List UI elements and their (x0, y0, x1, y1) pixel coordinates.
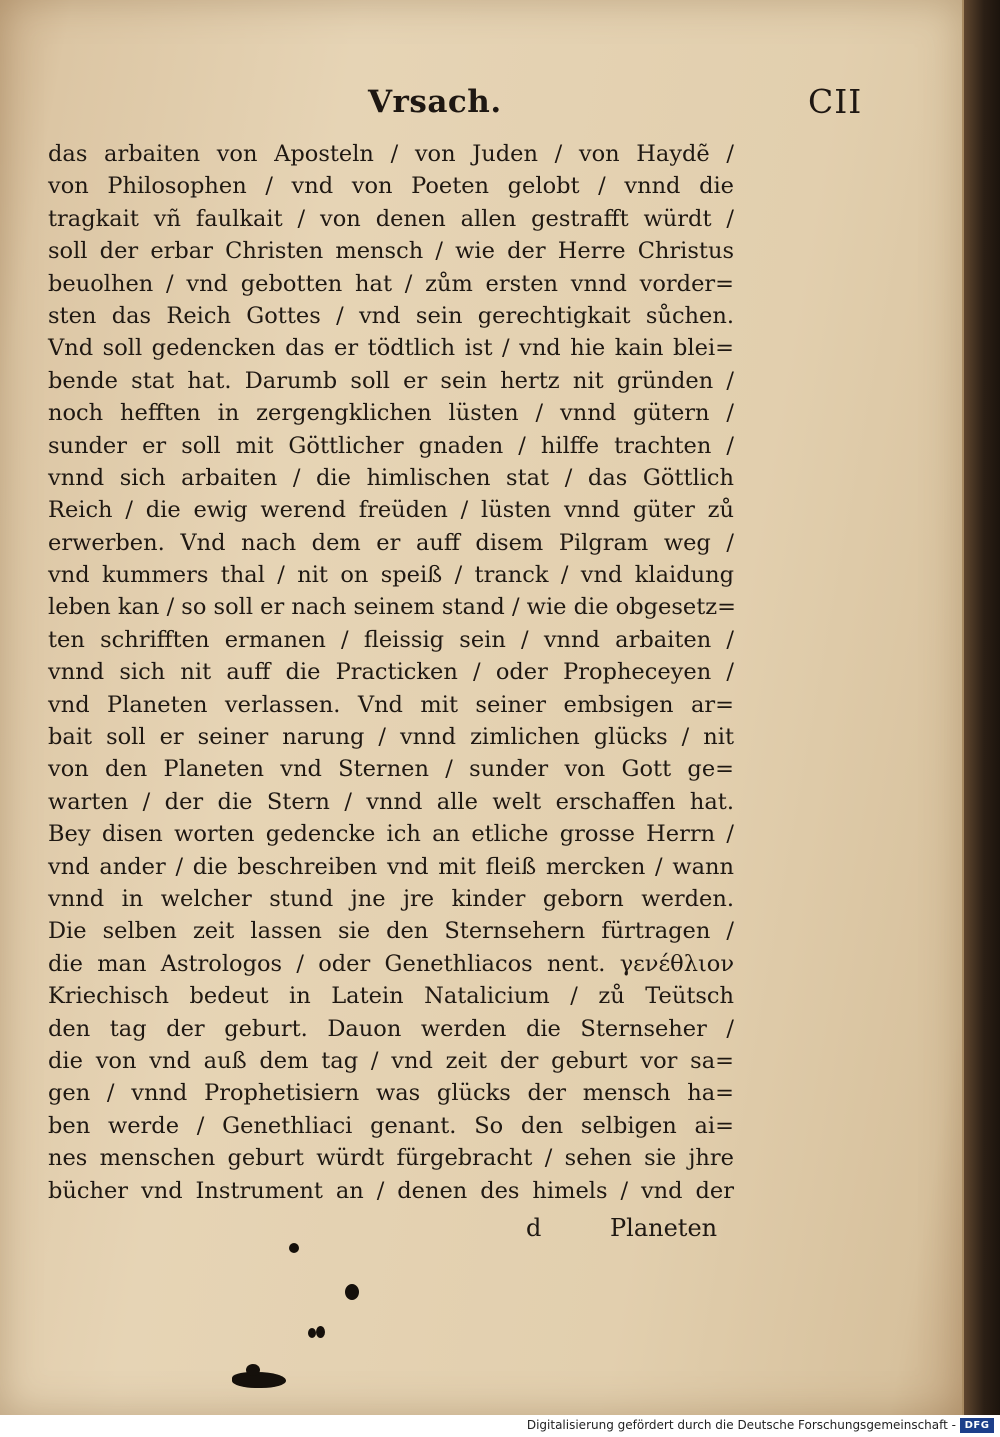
catchword-row (520, 1214, 760, 1250)
catchword: Planeten (610, 1214, 718, 1242)
digitization-credit: Digitalisierung gefördert durch die Deutsche Forschungsgemeinschaft - (526, 1418, 956, 1432)
ink-blot (289, 1243, 299, 1253)
text-line: die von vnd auß dem tag / vnd zeit der geburt vor sa= (48, 1047, 734, 1074)
text-line: gen / vnnd Prophetisiern was glücks der mensch ha= (48, 1080, 734, 1107)
text-line: beuolhen / vnd gebotten hat / zům ersten vnnd vorder= (48, 270, 734, 297)
text-line: soll der erbar Christen mensch / wie der Herre Christus (48, 238, 734, 265)
text-line: Kriechisch bedeut in Latein Natalicium / zů Teütsch (48, 983, 734, 1010)
text-line: bende stat hat. Darumb soll er sein hertz nit gründen / (48, 367, 734, 394)
ink-blot (345, 1284, 359, 1300)
text-line: vnd ander / die beschreiben vnd mit fleiß mercken / wann (48, 853, 734, 880)
running-title: Vrsach. (368, 84, 502, 120)
text-line: noch hefften in zergengklichen lüsten / vnnd gütern / (48, 400, 734, 427)
text-line: die man Astrologos / oder Genethliacos nent. γενέθλιον (48, 950, 734, 977)
text-line: erwerben. Vnd nach dem er auff disem Pilgram weg / (48, 529, 734, 556)
ink-blot (232, 1372, 286, 1388)
text-line: bücher vnd Instrument an / denen des himels / vnd der (48, 1177, 734, 1204)
text-line: vnnd sich arbaiten / die himlischen stat / das Göttlich (48, 464, 734, 491)
folio-number: CII (808, 82, 863, 121)
dfg-logo: DFG (960, 1418, 994, 1433)
text-line: tragkait vñ faulkait / von denen allen gestrafft würdt / (48, 205, 734, 232)
text-line: den tag der geburt. Dauon werden die Sternseher / (48, 1015, 734, 1042)
ink-blot (316, 1326, 325, 1338)
text-line: sten das Reich Gottes / vnd sein gerechtigkait sůchen. (48, 302, 734, 329)
text-line: sunder er soll mit Göttlicher gnaden / hilffe trachten / (48, 432, 734, 459)
text-block (48, 138, 748, 1207)
text-line: nes menschen geburt würdt fürgebracht / sehen sie jhre (48, 1145, 734, 1172)
book-edge (960, 0, 1000, 1415)
text-line: vnnd sich nit auff die Practicken / oder Propheceyen / (48, 659, 734, 686)
text-line: Vnd soll gedencken das er tödtlich ist / vnd hie kain blei= (48, 335, 734, 362)
signature-mark: d (526, 1214, 542, 1242)
text-line: Bey disen worten gedencke ich an etliche grosse Herrn / (48, 821, 734, 848)
text-line: von Philosophen / vnd von Poeten gelobt / vnnd die (48, 173, 734, 200)
text-line: von den Planeten vnd Sternen / sunder von Gott ge= (48, 756, 734, 783)
text-line: vnd kummers thal / nit on speiß / tranck / vnd klaidung (48, 562, 734, 589)
text-line: vnnd in welcher stund jne jre kinder geborn werden. (48, 885, 734, 912)
ink-blot (246, 1364, 260, 1376)
text-line: vnd Planeten verlassen. Vnd mit seiner embsigen ar= (48, 691, 734, 718)
text-line: das arbaiten von Aposteln / von Juden / von Haydẽ / (48, 141, 734, 167)
text-line: leben kan / so soll er nach seinem stand / wie die obgesetz= (48, 594, 736, 621)
text-line: warten / der die Stern / vnnd alle welt erschaffen hat. (48, 788, 734, 815)
text-line: Reich / die ewig werend freüden / lüsten vnnd güter zů (48, 497, 734, 524)
ink-blot (308, 1328, 316, 1338)
footer-bar (0, 1415, 1000, 1437)
text-line: ben werde / Genethliaci genant. So den selbigen ai= (48, 1112, 734, 1139)
text-line: bait soll er seiner narung / vnnd zimlichen glücks / nit (48, 724, 734, 751)
text-line: Die selben zeit lassen sie den Sternsehern fürtragen / (48, 918, 734, 945)
text-line: ten schrifften ermanen / fleissig sein / vnnd arbaiten / (48, 626, 734, 653)
